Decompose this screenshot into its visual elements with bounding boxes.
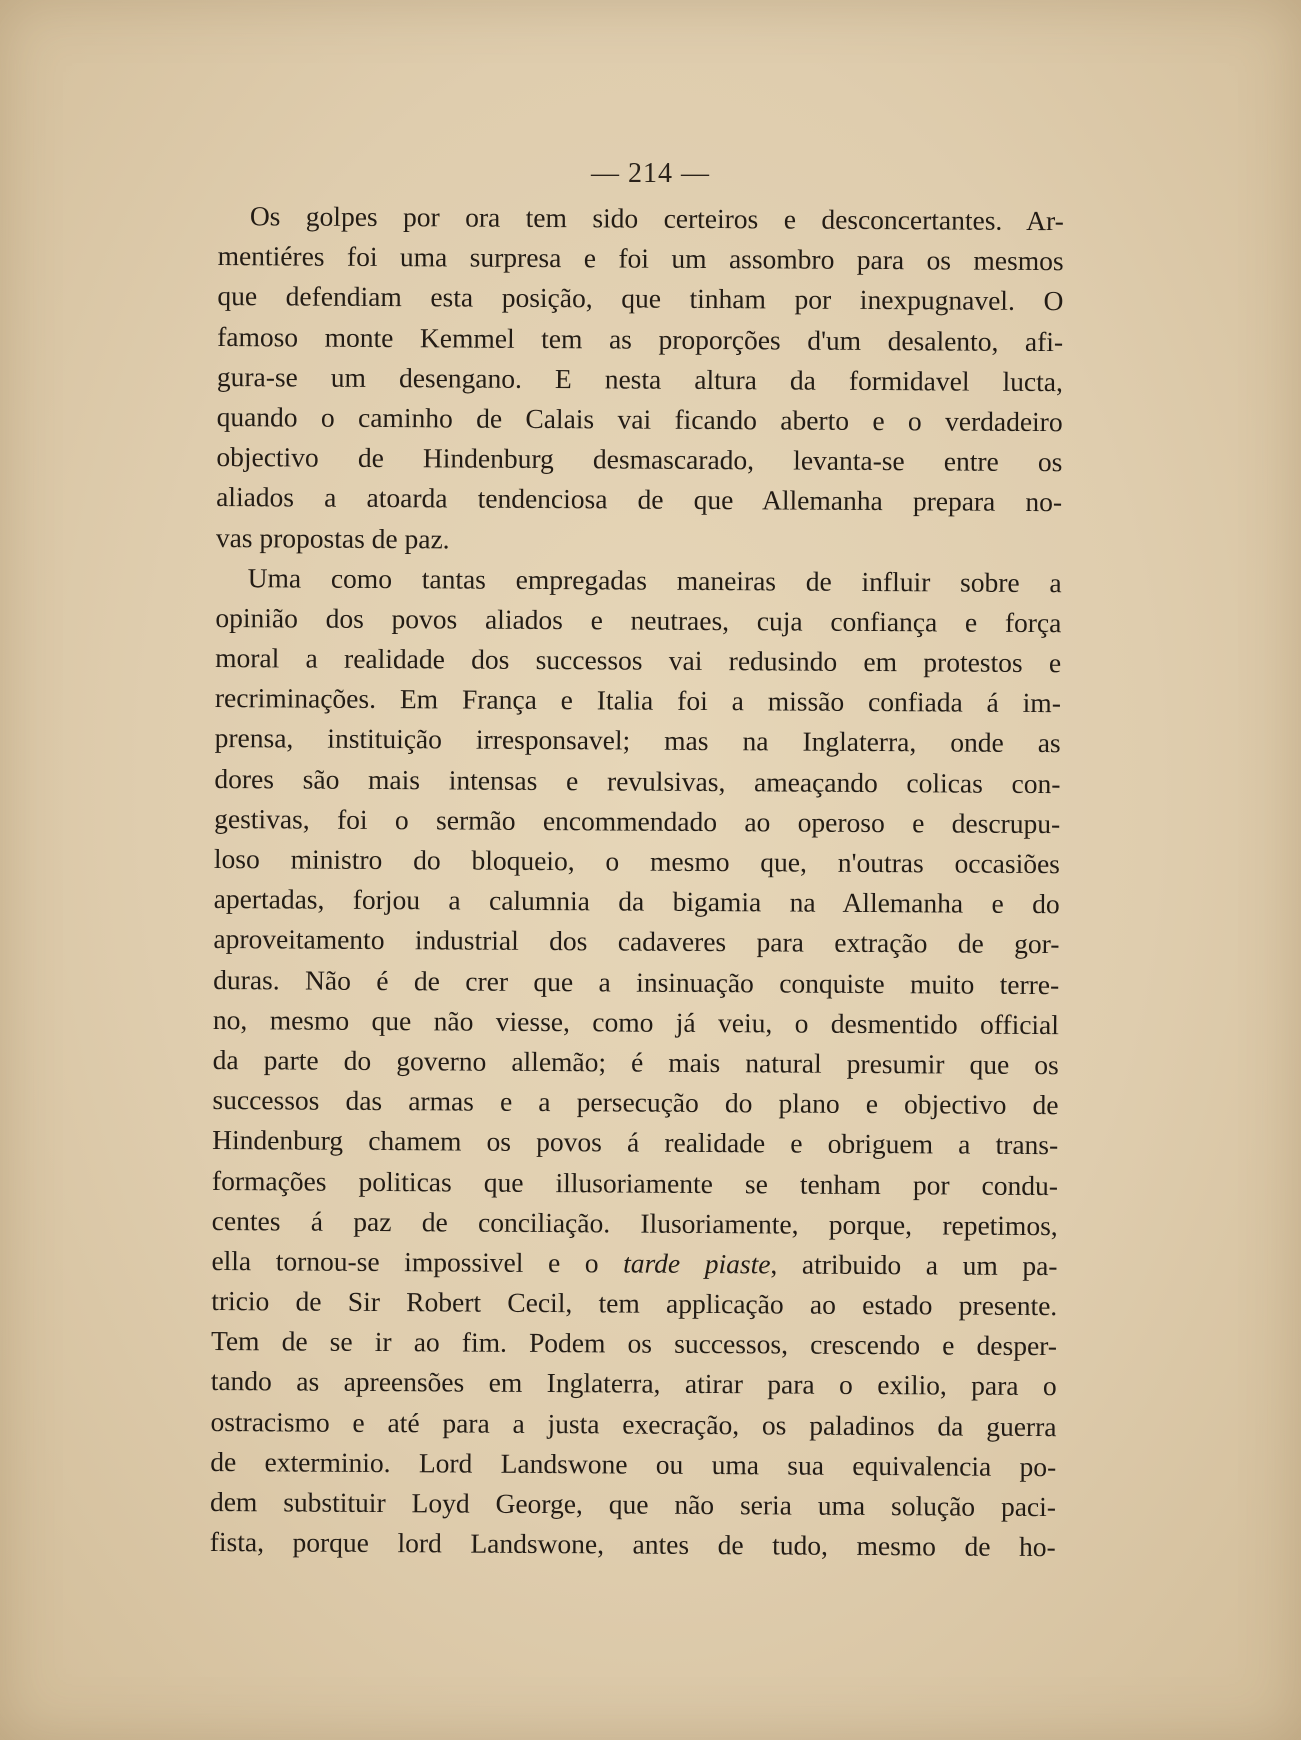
text-line: Hindenburg chamem os povos á realidade e obriguem a trans- <box>212 1124 1059 1161</box>
text-line: recriminações. Em França e Italia foi a missão confiada á im- <box>214 682 1062 719</box>
text-line: objectivo de Hindenburg desmascarado, levanta-se entre os <box>216 441 1063 478</box>
text-line: quando o caminho de Calais vai ficando aberto e o verdadeiro <box>216 400 1063 438</box>
text-line: ostracismo e até para a justa execração, os paladinos da guerra <box>210 1405 1057 1442</box>
text-line: aliados a atoarda tendenciosa de que Allemanha prepara no- <box>216 481 1063 518</box>
text-line: gura-se um desengano. E nesta altura da formidavel lucta, <box>216 360 1063 397</box>
text-segment: , atribuido a um pa- <box>770 1248 1058 1282</box>
text-line: Uma como tantas empregadas maneiras de influir sobre a <box>247 561 1062 598</box>
text-line: gestivas, foi o sermão encommendado ao operoso e descrupu- <box>214 802 1061 839</box>
text-line: vas propostas de paz. <box>215 521 450 554</box>
text-line: famoso monte Kemmel tem as proporções d'um desalento, afi- <box>217 320 1064 357</box>
text-line: de exterminio. Lord Landswone ou uma sua equivalencia po- <box>210 1445 1057 1482</box>
text-line: tricio de Sir Robert Cecil, tem applicação ao estado presente. <box>211 1285 1058 1322</box>
text-line: loso ministro do bloqueio, o mesmo que, n'outras occasiões <box>213 842 1061 880</box>
text-line: que defendiam esta posição, que tinham por inexpugnavel. O <box>217 280 1064 317</box>
text-line: dem substituir Loyd George, que não seria uma solução paci- <box>209 1485 1057 1523</box>
text-segment: ella tornou-se impossivel e o <box>211 1244 624 1279</box>
text-line: centes á paz de conciliação. Ilusoriamente, porque, repetimos, <box>211 1204 1058 1241</box>
text-line: successos das armas e a persecução do plano e objectivo de <box>212 1084 1059 1121</box>
text-line: formações politicas que illusoriamente se tenham por condu- <box>211 1164 1059 1201</box>
text-line: fista, porque lord Landswone, antes de tudo, mesmo de ho- <box>209 1526 1056 1563</box>
text-line: aproveitamento industrial dos cadaveres para extração de gor- <box>213 923 1060 960</box>
text-line: moral a realidade dos successos vai redusindo em protestos e <box>215 642 1062 679</box>
text-line: apertadas, forjou a calumnia da bigamia na Allemanha e do <box>213 883 1060 920</box>
text-line: Os golpes por ora tem sido certeiros e desconcertantes. Ar- <box>249 200 1064 237</box>
text-line: da parte do governo allemão; é mais natural presumir que os <box>212 1043 1059 1081</box>
text-line: prensa, instituição irresponsavel; mas na Inglaterra, onde as <box>214 722 1061 759</box>
text-line: duras. Não é de crer que a insinuação conquiste muito terre- <box>213 963 1060 1000</box>
text-line: no, mesmo que não viesse, como já veiu, o desmentido official <box>212 1003 1060 1040</box>
italic-phrase: tarde piaste <box>623 1247 771 1280</box>
page-number: — 214 — <box>591 158 710 189</box>
text-line: Tem de se ir ao fim. Podem os successos, crescendo e desper- <box>210 1325 1058 1362</box>
text-line: mentiéres foi uma surpresa e foi um assombro para os mesmos <box>217 240 1064 277</box>
text-line: opinião dos povos aliados e neutraes, cuja confiança e força <box>215 601 1062 639</box>
body-text <box>210 196 1064 1568</box>
text-line: tando as apreensões em Inglaterra, atirar para o exilio, para o <box>210 1365 1057 1402</box>
text-line <box>211 1241 1057 1286</box>
text-line: dores são mais intensas e revulsivas, ameaçando colicas con- <box>214 762 1061 799</box>
